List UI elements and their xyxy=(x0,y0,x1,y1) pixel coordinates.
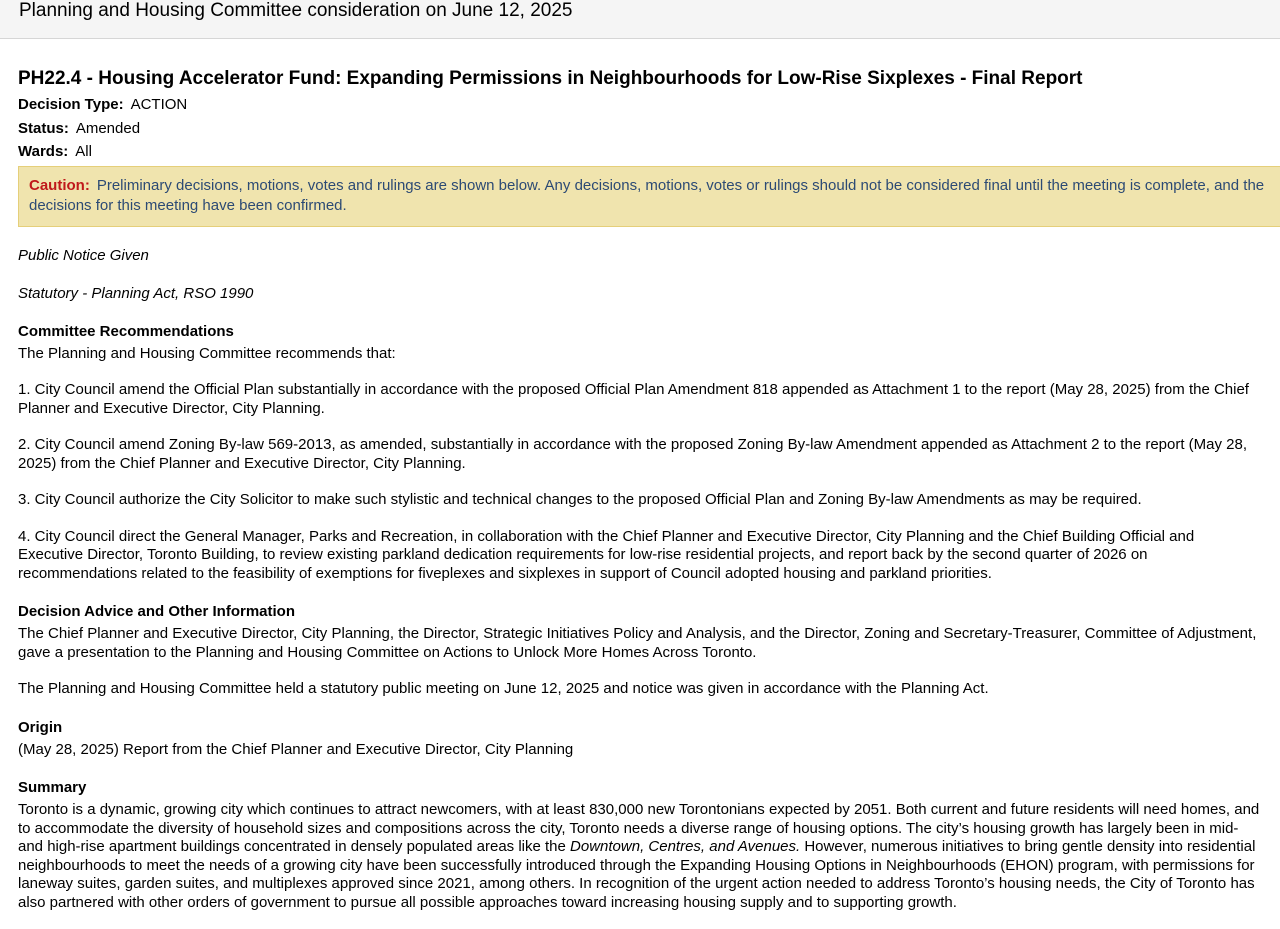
statutory-notice: Statutory - Planning Act, RSO 1990 xyxy=(18,284,254,302)
wards-value: All xyxy=(75,143,92,160)
summary-text xyxy=(18,801,1280,912)
summary-text-fragment: However, numerous initiatives to bring gentle density into residential xyxy=(800,838,1256,855)
recommendations-heading: Committee Recommendations xyxy=(18,322,234,340)
caution-label: Caution: xyxy=(29,176,90,194)
recommendation-item: 1. City Council amend the Official Plan substantially in accordance with the proposed Official Plan Amendment 818 appended as Attachment 1 to the report (May 28, 2025) from the Chief Planner and Executive Director, City Planning. xyxy=(18,381,1249,417)
decision-type-value: ACTION xyxy=(130,96,188,113)
summary-emphasis: Downtown, Centres, and Avenues. xyxy=(570,838,801,855)
summary-heading: Summary xyxy=(18,779,87,796)
page-header-title: Planning and Housing Committee consideration on June 12, 2025 xyxy=(19,0,573,21)
wards-label: Wards: xyxy=(18,143,69,160)
recommendation-item: 2. City Council amend Zoning By-law 569-2013, as amended, substantially in accordance with the proposed Zoning By-law Amendment appended as Attachment 2 to the report (May 28, 2025) from the Chief Planner and Executive Director, City Planning. xyxy=(18,436,1248,472)
recommendation-item: 3. City Council authorize the City Solicitor to make such stylistic and technical changes to the proposed Official Plan and Zoning By-law Amendments as may be required. xyxy=(18,491,1142,508)
decision-type-row xyxy=(18,93,1280,117)
recommendation-item: 4. City Council direct the General Manager, Parks and Recreation, in collaboration with the Chief Planner and Executive Director, City Planning and the Chief Building Official and Executive Director, Toronto Building, to review existing parkland dedication requirements for low-rise residential projects, and report back by the second quarter of 2026 on recommendations related to the feasibility of exemptions for fiveplexes and sixplexes in support of Council adopted housing and parkland priorities. xyxy=(18,527,1195,582)
summary-line: also partnered with other orders of government to pursue all possible approaches toward increasing housing supply and to supporting growth. xyxy=(18,893,957,911)
summary-text-fragment: and high-rise apartment buildings concentrated in densely populated areas like the xyxy=(18,838,571,855)
recommendations-intro: The Planning and Housing Committee recommends that: xyxy=(18,344,396,362)
summary-line: to accommodate the diversity of household sizes and compositions across the city, Toronto needs a diverse range of housing options. The city’s housing growth has largely been in mid- xyxy=(18,819,1239,837)
decision-type-label: Decision Type: xyxy=(18,96,124,113)
wards-row xyxy=(18,140,1280,164)
summary-line: laneway suites, garden suites, and multiplexes approved since 2021, among others. In recognition of the urgent action needed to address Toronto’s housing needs, the City of Toronto has xyxy=(18,875,1255,892)
status-label: Status: xyxy=(18,119,69,137)
origin-heading: Origin xyxy=(18,718,63,736)
caution-text: Preliminary decisions, motions, votes and rulings are shown below. Any decisions, motions, votes or rulings should not be considered final until the meeting is complete, and the decisions for this meeting have been confirmed. xyxy=(29,176,1265,214)
summary-line: neighbourhoods to meet the needs of a growing city have been successfully introduced through the Expanding Housing Options in Neighbourhoods (EHON) program, with permissions for xyxy=(18,856,1255,874)
origin-text: (May 28, 2025) Report from the Chief Planner and Executive Director, City Planning xyxy=(18,740,574,758)
status-value: Amended xyxy=(75,119,141,137)
decision-advice-heading: Decision Advice and Other Information xyxy=(18,603,295,620)
page-header xyxy=(0,0,1280,39)
summary-line xyxy=(18,838,1280,857)
decision-advice-paragraph: The Planning and Housing Committee held a statutory public meeting on June 12, 2025 and notice was given in accordance with the Planning Act. xyxy=(18,680,989,697)
agenda-item xyxy=(0,39,1280,912)
status-row xyxy=(18,117,1280,141)
summary-line: Toronto is a dynamic, growing city which continues to attract newcomers, with at least 830,000 new Torontonians expected by 2051. Both current and future residents will need homes, and xyxy=(18,801,1260,818)
decision-advice-paragraph: The Chief Planner and Executive Director, City Planning, the Director, Strategic Initiatives Policy and Analysis, and the Director, Zoning and Secretary-Treasurer, Committee of Adjustment, gave a presentation to the Planning and Housing Committee on Actions to Unlock More Homes Across Toronto. xyxy=(18,625,1257,661)
public-notice: Public Notice Given xyxy=(18,246,149,264)
caution-banner xyxy=(18,166,1280,227)
item-title: PH22.4 - Housing Accelerator Fund: Expanding Permissions in Neighbourhoods for Low-Rise Sixplexes - Final Report xyxy=(18,68,1083,89)
